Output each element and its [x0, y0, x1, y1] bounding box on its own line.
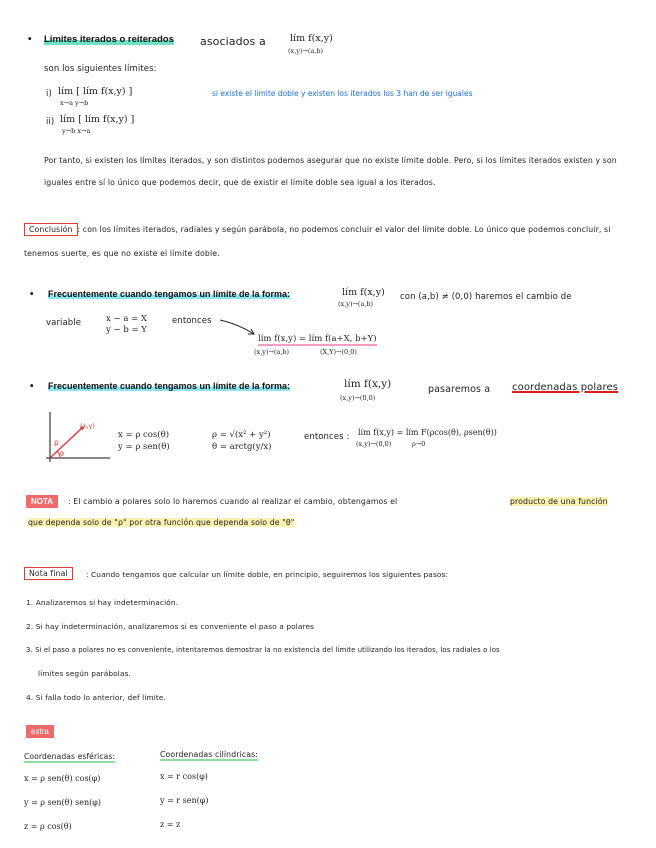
item-ii-label: ii)	[46, 117, 55, 127]
step-3-continued: límites según parábolas.	[38, 669, 131, 678]
spherical-title: Coordenadas esféricas:	[24, 752, 116, 761]
limit-subscript: (x,y)→(0,0)	[340, 394, 376, 402]
variable-text: variable	[46, 318, 82, 328]
limit-expression: lím f(x,y)	[290, 33, 333, 44]
asociados-text: asociados a	[200, 35, 266, 48]
cylindrical-z: z = z	[160, 820, 181, 829]
change-result-sub1: (x,y)→(a,b)	[254, 348, 290, 356]
step-4: 4. Si falla todo lo anterior, def límite.	[26, 693, 166, 702]
item-ii-subscript: y→b x→a	[62, 127, 91, 135]
nota-text-2: que dependa solo de "ρ" por otra función que dependa solo de "θ"	[28, 518, 295, 527]
bullet: •	[28, 34, 32, 45]
item-i-label: i)	[46, 89, 52, 99]
item-i-expression: lím [ lím f(x,y) ]	[58, 86, 133, 97]
conclusion-label: Conclusión	[24, 223, 78, 236]
nota-highlight: producto de una función	[510, 497, 608, 506]
nota-tag: NOTA	[26, 495, 58, 508]
item-i-subscript: x→a y→b	[60, 99, 89, 107]
limit-expression: lím f(x,y)	[342, 287, 385, 298]
rho-equation: ρ = √(x² + y²)	[212, 430, 271, 440]
item-i-note: si existe el límite doble y existen los iterados los 3 han de ser iguales	[212, 89, 473, 98]
section-title-iterated-limits: Límites iterados o reiterados	[44, 34, 174, 45]
conclusion-text: : con los límites iterados, radiales y según parábola, no podemos concluir el valor del límite doble. Lo único que podemos concluir, si tenemos suerte, es que no existe el límite doble.	[24, 225, 611, 258]
bullet: •	[30, 381, 34, 392]
section-title-change-variable: Frecuentemente cuando tengamos un límite de la forma:	[48, 289, 291, 299]
limit-subscript: (x,y)→(a,b)	[288, 47, 324, 55]
nota-final-label: Nota final	[24, 567, 73, 580]
change-result-expression: lím f(x,y) = lím f(a+X, b+Y)	[258, 334, 377, 344]
extra-tag: extra	[26, 725, 54, 738]
step-2: 2. Si hay indeterminación, analizaremos si es conveniente el paso a polares	[26, 622, 315, 631]
step-3: 3. Si el paso a polares no es conveniente, intentaremos demostrar la no existencia del límite utilizando los iterados, los radiales o los	[26, 646, 500, 654]
entonces-text: entonces :	[304, 432, 350, 442]
iterated-conclusion-paragraph: Por tanto, si existen los límites iterados, y son distintos podemos asegurar que no existe límite doble. Pero, si los límites iterados existen y son iguales entre sí lo único que podemos decir, que de existir el límite doble sea igual a los iterados.	[44, 156, 617, 187]
rho-label: ρ	[54, 438, 59, 447]
cylindrical-y: y = r sen(φ)	[160, 796, 209, 805]
equation-y: y − b = Y	[106, 325, 147, 335]
polar-diagram	[36, 410, 114, 466]
polar-final-sub2: ρ→0	[412, 440, 426, 448]
entonces-text: entonces	[172, 316, 212, 326]
polar-coordinates-term: coordenadas polares	[512, 382, 619, 393]
cylindrical-x: x = r cos(φ)	[160, 772, 208, 781]
change-result-sub2: (X,Y)→(0,0)	[320, 348, 357, 356]
change-condition: con (a,b) ≠ (0,0) haremos el cambio de	[400, 292, 572, 302]
step-1: 1. Analizaremos si hay indeterminación.	[26, 598, 179, 607]
spherical-y: y = ρ sen(θ) sen(φ)	[24, 798, 101, 807]
arrow-icon	[218, 318, 258, 338]
polar-y-equation: y = ρ sen(θ)	[118, 442, 170, 452]
spherical-z: z = ρ cos(θ)	[24, 822, 72, 831]
polar-x-equation: x = ρ cos(θ)	[118, 430, 170, 440]
item-ii-expression: lím [ lím f(x,y) ]	[60, 114, 135, 125]
cylindrical-title: Coordenadas cilíndricas:	[160, 750, 258, 759]
theta-equation: θ = arctg(y/x)	[212, 442, 272, 452]
theta-label: θ	[60, 450, 64, 458]
limit-subscript: (x,y)→(a,b)	[338, 300, 374, 308]
nota-final-intro: : Cuando tengamos que calcular un límite doble, en principio, seguiremos los siguientes pasos:	[86, 570, 449, 579]
point-label: (x,y)	[80, 422, 95, 430]
equation-x: x − a = X	[106, 314, 147, 324]
nota-text-1: : El cambio a polares solo lo haremos cuando al realizar el cambio, obtengamos el	[68, 497, 398, 506]
bullet: •	[30, 289, 34, 300]
polar-final-sub1: (x,y)→(0,0)	[356, 440, 392, 448]
pasaremos-text: pasaremos a	[428, 384, 491, 395]
polar-final-expression: lím f(x,y) = lím F(ρcos(θ), ρsen(θ))	[358, 428, 497, 437]
conclusion-paragraph	[24, 218, 634, 266]
limit-expression: lím f(x,y)	[344, 378, 392, 390]
son-text: son los siguientes límites:	[44, 64, 157, 74]
section-title-polar: Frecuentemente cuando tengamos un límite de la forma:	[48, 381, 291, 391]
spherical-x: x = ρ sen(θ) cos(φ)	[24, 774, 101, 783]
